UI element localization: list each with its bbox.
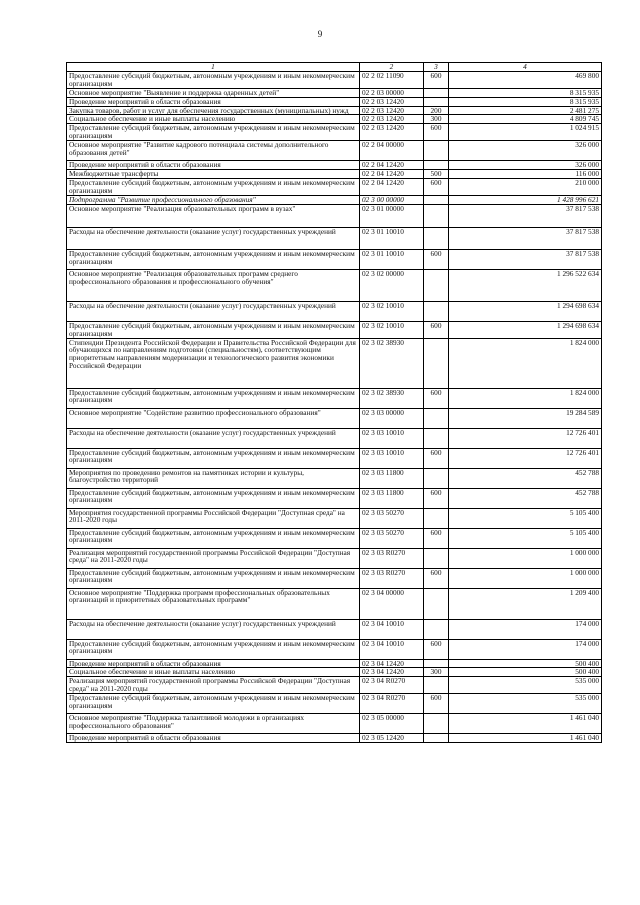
cell-sum: 37 817 538	[449, 227, 602, 249]
table-row	[67, 508, 602, 528]
cell-name: Основное мероприятие "Содействие развитию профессионального образования"	[67, 408, 360, 428]
cell-code: 02 3 00 00000	[360, 195, 424, 204]
cell-name: Межбюджетные трансферты	[67, 170, 360, 179]
cell-name: Проведение мероприятий в области образования	[67, 659, 360, 668]
table-row	[67, 448, 602, 468]
cell-code: 02 2 03 12420	[360, 124, 424, 141]
cell-expense-type	[424, 734, 449, 743]
cell-sum: 116 000	[449, 170, 602, 179]
cell-code: 02 3 03 50270	[360, 528, 424, 548]
cell-sum: 500 400	[449, 659, 602, 668]
cell-code: 02 2 03 00000	[360, 88, 424, 97]
cell-name: Расходы на обеспечение деятельности (оказание услуг) государственных учреждений	[67, 227, 360, 249]
cell-name: Предоставление субсидий бюджетным, автономным учреждениям и иным некоммерческим организациям	[67, 568, 360, 588]
cell-code: 02 3 03 50270	[360, 508, 424, 528]
table-row	[67, 528, 602, 548]
cell-expense-type: 500	[424, 170, 449, 179]
cell-name: Основное мероприятие "Реализация образовательных программ среднего профессионального образования и профессионального обучения"	[67, 269, 360, 301]
cell-sum: 1 461 040	[449, 734, 602, 743]
cell-name: Расходы на обеспечение деятельности (оказание услуг) государственных учреждений	[67, 301, 360, 321]
table-row	[67, 388, 602, 408]
cell-sum: 210 000	[449, 178, 602, 195]
cell-name: Реализация мероприятий государственной программы Российской Федерации "Доступная среда" на 2011-2020 годы	[67, 677, 360, 694]
cell-code: 02 3 02 10010	[360, 301, 424, 321]
table-row	[67, 195, 602, 204]
budget-table	[66, 62, 602, 743]
cell-expense-type: 600	[424, 694, 449, 714]
table-body	[67, 71, 602, 742]
cell-expense-type	[424, 88, 449, 97]
cell-expense-type: 600	[424, 488, 449, 508]
cell-expense-type	[424, 468, 449, 488]
cell-expense-type	[424, 161, 449, 170]
cell-name: Подпрограмма "Развитие профессионального образования"	[67, 195, 360, 204]
table-row	[67, 588, 602, 619]
cell-expense-type: 600	[424, 321, 449, 338]
cell-expense-type	[424, 97, 449, 106]
cell-expense-type	[424, 619, 449, 639]
cell-code: 02 3 01 10010	[360, 249, 424, 269]
cell-name: Основное мероприятие "Развитие кадрового потенциала системы дополнительного образования детей"	[67, 141, 360, 161]
page-number: 9	[317, 29, 323, 39]
table-header-row	[67, 63, 602, 72]
table-row	[67, 639, 602, 659]
table-row	[67, 178, 602, 195]
cell-code: 02 3 04 12420	[360, 668, 424, 677]
cell-expense-type	[424, 227, 449, 249]
cell-name: Предоставление субсидий бюджетным, автономным учреждениям и иным некоммерческим организациям	[67, 639, 360, 659]
cell-sum: 1 000 000	[449, 548, 602, 568]
cell-code: 02 3 03 R0270	[360, 568, 424, 588]
cell-sum: 1 824 000	[449, 388, 602, 408]
cell-expense-type: 600	[424, 448, 449, 468]
cell-name: Закупка товаров, работ и услуг для обеспечения государственных (муниципальных) нужд	[67, 106, 360, 115]
table-row	[67, 548, 602, 568]
cell-code: 02 3 04 12420	[360, 659, 424, 668]
cell-sum: 4 809 745	[449, 115, 602, 124]
cell-code: 02 3 03 10010	[360, 428, 424, 448]
cell-name: Реализация мероприятий государственной программы Российской Федерации "Доступная среда" на 2011-2020 годы	[67, 548, 360, 568]
cell-code: 02 3 03 10010	[360, 448, 424, 468]
cell-code: 02 3 04 R0270	[360, 677, 424, 694]
cell-expense-type	[424, 714, 449, 734]
cell-expense-type: 200	[424, 106, 449, 115]
table-row	[67, 668, 602, 677]
cell-expense-type	[424, 141, 449, 161]
cell-name: Основное мероприятие "Выявление и поддержка одаренных детей"	[67, 88, 360, 97]
cell-sum: 5 105 400	[449, 508, 602, 528]
cell-code: 02 3 05 12420	[360, 734, 424, 743]
cell-sum: 19 284 589	[449, 408, 602, 428]
cell-sum: 5 105 400	[449, 528, 602, 548]
cell-expense-type: 600	[424, 124, 449, 141]
cell-code: 02 3 04 10010	[360, 639, 424, 659]
cell-sum: 174 000	[449, 639, 602, 659]
cell-name: Предоставление субсидий бюджетным, автономным учреждениям и иным некоммерческим организациям	[67, 249, 360, 269]
cell-sum: 12 726 401	[449, 428, 602, 448]
table-row	[67, 714, 602, 734]
cell-name: Расходы на обеспечение деятельности (оказание услуг) государственных учреждений	[67, 428, 360, 448]
cell-sum: 535 000	[449, 677, 602, 694]
table-row	[67, 619, 602, 639]
cell-name: Проведение мероприятий в области образования	[67, 161, 360, 170]
cell-expense-type	[424, 428, 449, 448]
cell-name: Проведение мероприятий в области образования	[67, 734, 360, 743]
cell-code: 02 3 02 10010	[360, 321, 424, 338]
cell-sum: 1 294 698 634	[449, 321, 602, 338]
cell-code: 02 2 04 12420	[360, 178, 424, 195]
table-row	[67, 115, 602, 124]
table-row	[67, 677, 602, 694]
cell-sum: 326 000	[449, 161, 602, 170]
cell-sum: 1 000 000	[449, 568, 602, 588]
cell-sum: 12 726 401	[449, 448, 602, 468]
cell-code: 02 3 03 R0270	[360, 548, 424, 568]
cell-sum: 1 296 522 634	[449, 269, 602, 301]
table-row	[67, 71, 602, 88]
cell-sum: 1 461 040	[449, 714, 602, 734]
cell-code: 02 2 02 11090	[360, 71, 424, 88]
cell-sum: 1 024 915	[449, 124, 602, 141]
cell-expense-type: 600	[424, 388, 449, 408]
cell-sum: 1 428 996 621	[449, 195, 602, 204]
cell-name: Предоставление субсидий бюджетным, автономным учреждениям и иным некоммерческим организациям	[67, 178, 360, 195]
cell-expense-type	[424, 195, 449, 204]
table-row	[67, 338, 602, 388]
cell-code: 02 3 02 00000	[360, 269, 424, 301]
table-row	[67, 124, 602, 141]
cell-expense-type	[424, 677, 449, 694]
cell-expense-type: 600	[424, 249, 449, 269]
column-header-expense-type: 3	[424, 63, 449, 72]
cell-expense-type: 600	[424, 71, 449, 88]
cell-sum: 2 481 275	[449, 106, 602, 115]
cell-name: Предоставление субсидий бюджетным, автономным учреждениям и иным некоммерческим организациям	[67, 488, 360, 508]
cell-sum: 535 000	[449, 694, 602, 714]
table-row	[67, 488, 602, 508]
cell-expense-type	[424, 508, 449, 528]
table-row	[67, 659, 602, 668]
cell-expense-type: 600	[424, 568, 449, 588]
cell-code: 02 3 01 00000	[360, 204, 424, 227]
cell-sum: 1 824 000	[449, 338, 602, 388]
cell-sum: 452 788	[449, 468, 602, 488]
cell-expense-type	[424, 659, 449, 668]
column-header-code: 2	[360, 63, 424, 72]
cell-code: 02 3 03 11800	[360, 488, 424, 508]
cell-expense-type: 600	[424, 639, 449, 659]
cell-name: Предоставление субсидий бюджетным, автономным учреждениям и иным некоммерческим организациям	[67, 528, 360, 548]
cell-name: Стипендии Президента Российской Федерации и Правительства Российской Федерации для обучающихся по направлениям подготовки (специальностям), соответствующим приоритетным направлениям модернизации и технологического развития экономики Российской Федерации	[67, 338, 360, 388]
cell-code: 02 2 03 12420	[360, 106, 424, 115]
cell-expense-type: 300	[424, 668, 449, 677]
cell-sum: 469 800	[449, 71, 602, 88]
cell-expense-type	[424, 269, 449, 301]
cell-expense-type	[424, 548, 449, 568]
cell-sum: 1 294 698 634	[449, 301, 602, 321]
table-row	[67, 97, 602, 106]
cell-code: 02 2 04 12420	[360, 161, 424, 170]
table-row	[67, 269, 602, 301]
cell-code: 02 3 01 10010	[360, 227, 424, 249]
column-header-name: 1	[67, 63, 360, 72]
cell-sum: 174 000	[449, 619, 602, 639]
cell-code: 02 3 04 R0270	[360, 694, 424, 714]
column-header-sum: 4	[449, 63, 602, 72]
table-row	[67, 141, 602, 161]
table-row	[67, 227, 602, 249]
cell-name: Предоставление субсидий бюджетным, автономным учреждениям и иным некоммерческим организациям	[67, 71, 360, 88]
cell-code: 02 2 03 12420	[360, 97, 424, 106]
table-row	[67, 694, 602, 714]
cell-expense-type	[424, 588, 449, 619]
table-row	[67, 106, 602, 115]
cell-code: 02 3 02 38930	[360, 338, 424, 388]
cell-code: 02 3 03 00000	[360, 408, 424, 428]
cell-name: Расходы на обеспечение деятельности (оказание услуг) государственных учреждений	[67, 619, 360, 639]
cell-sum: 8 315 935	[449, 88, 602, 97]
cell-expense-type: 300	[424, 115, 449, 124]
cell-name: Предоставление субсидий бюджетным, автономным учреждениям и иным некоммерческим организациям	[67, 388, 360, 408]
cell-name: Предоставление субсидий бюджетным, автономным учреждениям и иным некоммерческим организациям	[67, 448, 360, 468]
cell-expense-type	[424, 301, 449, 321]
cell-name: Основное мероприятие "Поддержка талантливой молодежи в организациях профессионального образования"	[67, 714, 360, 734]
cell-name: Мероприятия по проведению ремонтов на памятниках истории и культуры, благоустройство территорий	[67, 468, 360, 488]
table-row	[67, 301, 602, 321]
cell-expense-type	[424, 408, 449, 428]
cell-sum: 37 817 538	[449, 204, 602, 227]
cell-sum: 326 000	[449, 141, 602, 161]
table-row	[67, 734, 602, 743]
cell-expense-type	[424, 338, 449, 388]
cell-sum: 452 788	[449, 488, 602, 508]
table-row	[67, 568, 602, 588]
table-row	[67, 468, 602, 488]
cell-name: Предоставление субсидий бюджетным, автономным учреждениям и иным некоммерческим организациям	[67, 321, 360, 338]
cell-sum: 1 209 400	[449, 588, 602, 619]
cell-name: Основное мероприятие "Реализация образовательных программ в вузах"	[67, 204, 360, 227]
cell-code: 02 3 03 11800	[360, 468, 424, 488]
cell-code: 02 3 05 00000	[360, 714, 424, 734]
cell-name: Основное мероприятие "Поддержка программ профессиональных образовательных организаций и приоритетных образовательных программ"	[67, 588, 360, 619]
cell-name: Социальное обеспечение и иные выплаты населению	[67, 668, 360, 677]
table-row	[67, 321, 602, 338]
cell-name: Мероприятия государственной программы Российской Федерации "Доступная среда" на 2011-2020 годы	[67, 508, 360, 528]
cell-code: 02 2 04 12420	[360, 170, 424, 179]
table-row	[67, 88, 602, 97]
cell-sum: 8 315 935	[449, 97, 602, 106]
cell-code: 02 2 03 12420	[360, 115, 424, 124]
cell-code: 02 3 04 10010	[360, 619, 424, 639]
cell-code: 02 2 04 00000	[360, 141, 424, 161]
cell-sum: 37 817 538	[449, 249, 602, 269]
cell-name: Проведение мероприятий в области образования	[67, 97, 360, 106]
cell-name: Социальное обеспечение и иные выплаты населению	[67, 115, 360, 124]
cell-code: 02 3 02 38930	[360, 388, 424, 408]
cell-name: Предоставление субсидий бюджетным, автономным учреждениям и иным некоммерческим организациям	[67, 694, 360, 714]
table-row	[67, 428, 602, 448]
table-row	[67, 249, 602, 269]
table-row	[67, 204, 602, 227]
cell-name: Предоставление субсидий бюджетным, автономным учреждениям и иным некоммерческим организациям	[67, 124, 360, 141]
cell-code: 02 3 04 00000	[360, 588, 424, 619]
table-row	[67, 170, 602, 179]
cell-sum: 500 400	[449, 668, 602, 677]
table-row	[67, 161, 602, 170]
cell-expense-type	[424, 204, 449, 227]
table-row	[67, 408, 602, 428]
cell-expense-type: 600	[424, 178, 449, 195]
cell-expense-type: 600	[424, 528, 449, 548]
